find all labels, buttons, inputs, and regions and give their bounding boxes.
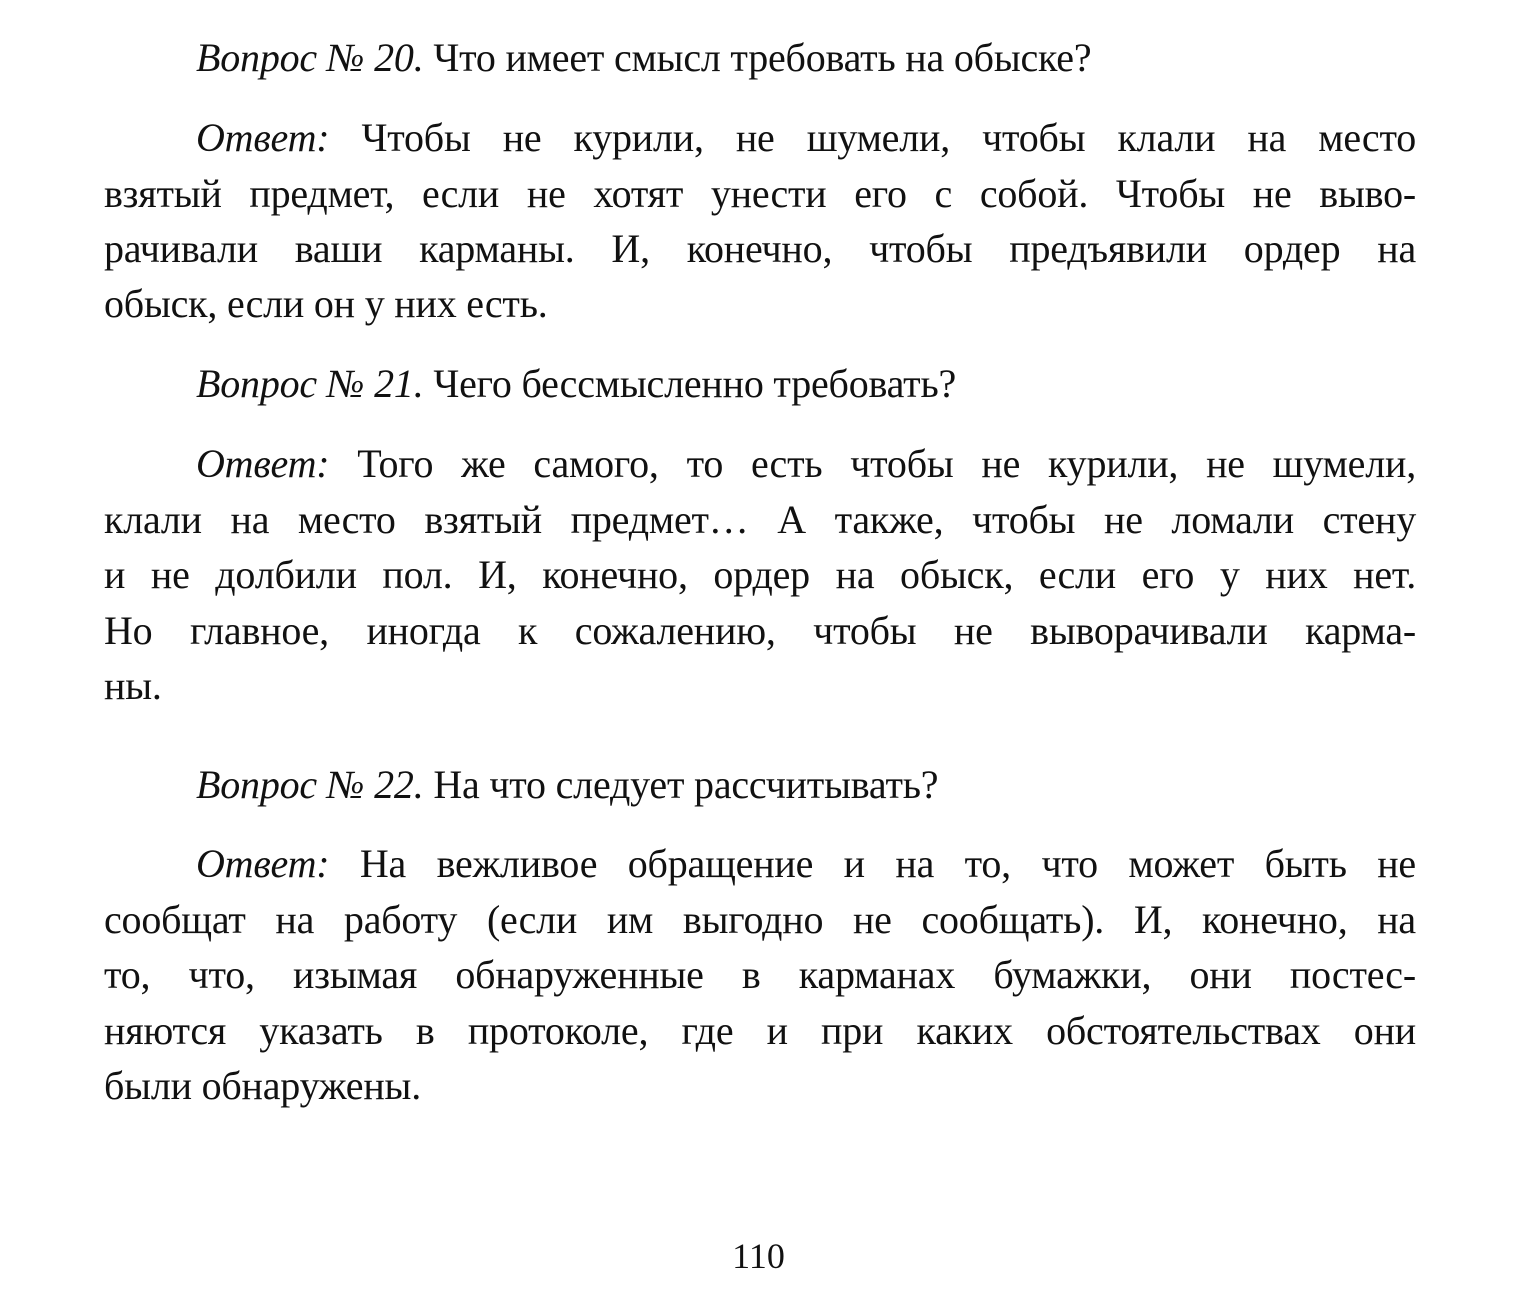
- question-22: [196, 757, 938, 813]
- answer-text: Того же самого, то есть чтобы не курили, не шумели,: [329, 441, 1416, 486]
- page-number: 110: [732, 1236, 785, 1276]
- question-label: Вопрос № 21.: [196, 361, 424, 406]
- answer-21-line-5: ны.: [104, 663, 162, 708]
- question-21: [196, 356, 956, 412]
- answer-label: Ответ:: [196, 115, 330, 160]
- answer-20-line-3: рачивали ваши карманы. И, конечно, чтобы предъявили ордер на: [104, 226, 1416, 271]
- answer-20-line-1: [196, 110, 1416, 166]
- answer-20-line-4: обыск, если он у них есть.: [104, 281, 548, 326]
- answer-label: Ответ:: [196, 441, 330, 486]
- answer-text: Чтобы не курили, не шумели, чтобы клали на место: [329, 115, 1416, 160]
- question-label: Вопрос № 22.: [196, 762, 424, 807]
- answer-22-line-3: то, что, изымая обнаруженные в карманах бумажки, они постес-: [104, 952, 1416, 997]
- answer-label: Ответ:: [196, 841, 330, 886]
- answer-21-line-3: и не долбили пол. И, конечно, ордер на обыск, если его у них нет.: [104, 552, 1416, 597]
- answer-22-line-2: сообщат на работу (если им выгодно не сообщать). И, конечно, на: [104, 897, 1416, 942]
- answer-22-line-4: няются указать в протоколе, где и при каких обстоятельствах они: [104, 1008, 1416, 1053]
- question-text: Чего бессмысленно требовать?: [423, 361, 957, 406]
- answer-21-line-2: клали на место взятый предмет… А также, чтобы не ломали стену: [104, 497, 1416, 542]
- answer-21-line-4: Но главное, иногда к сожалению, чтобы не выворачивали карма-: [104, 608, 1416, 653]
- question-label: Вопрос № 20.: [196, 35, 424, 80]
- answer-20-line-2: взятый предмет, если не хотят унести его с собой. Чтобы не выво-: [104, 171, 1416, 216]
- question-text: На что следует рассчитывать?: [423, 762, 939, 807]
- answer-22-line-1: [196, 836, 1416, 892]
- answer-22-line-5: были обнаружены.: [104, 1063, 421, 1108]
- answer-21-line-1: [196, 436, 1416, 492]
- question-20: [196, 30, 1091, 86]
- question-text: Что имеет смысл требовать на обыске?: [423, 35, 1092, 80]
- answer-text: На вежливое обращение и на то, что может быть не: [329, 841, 1416, 886]
